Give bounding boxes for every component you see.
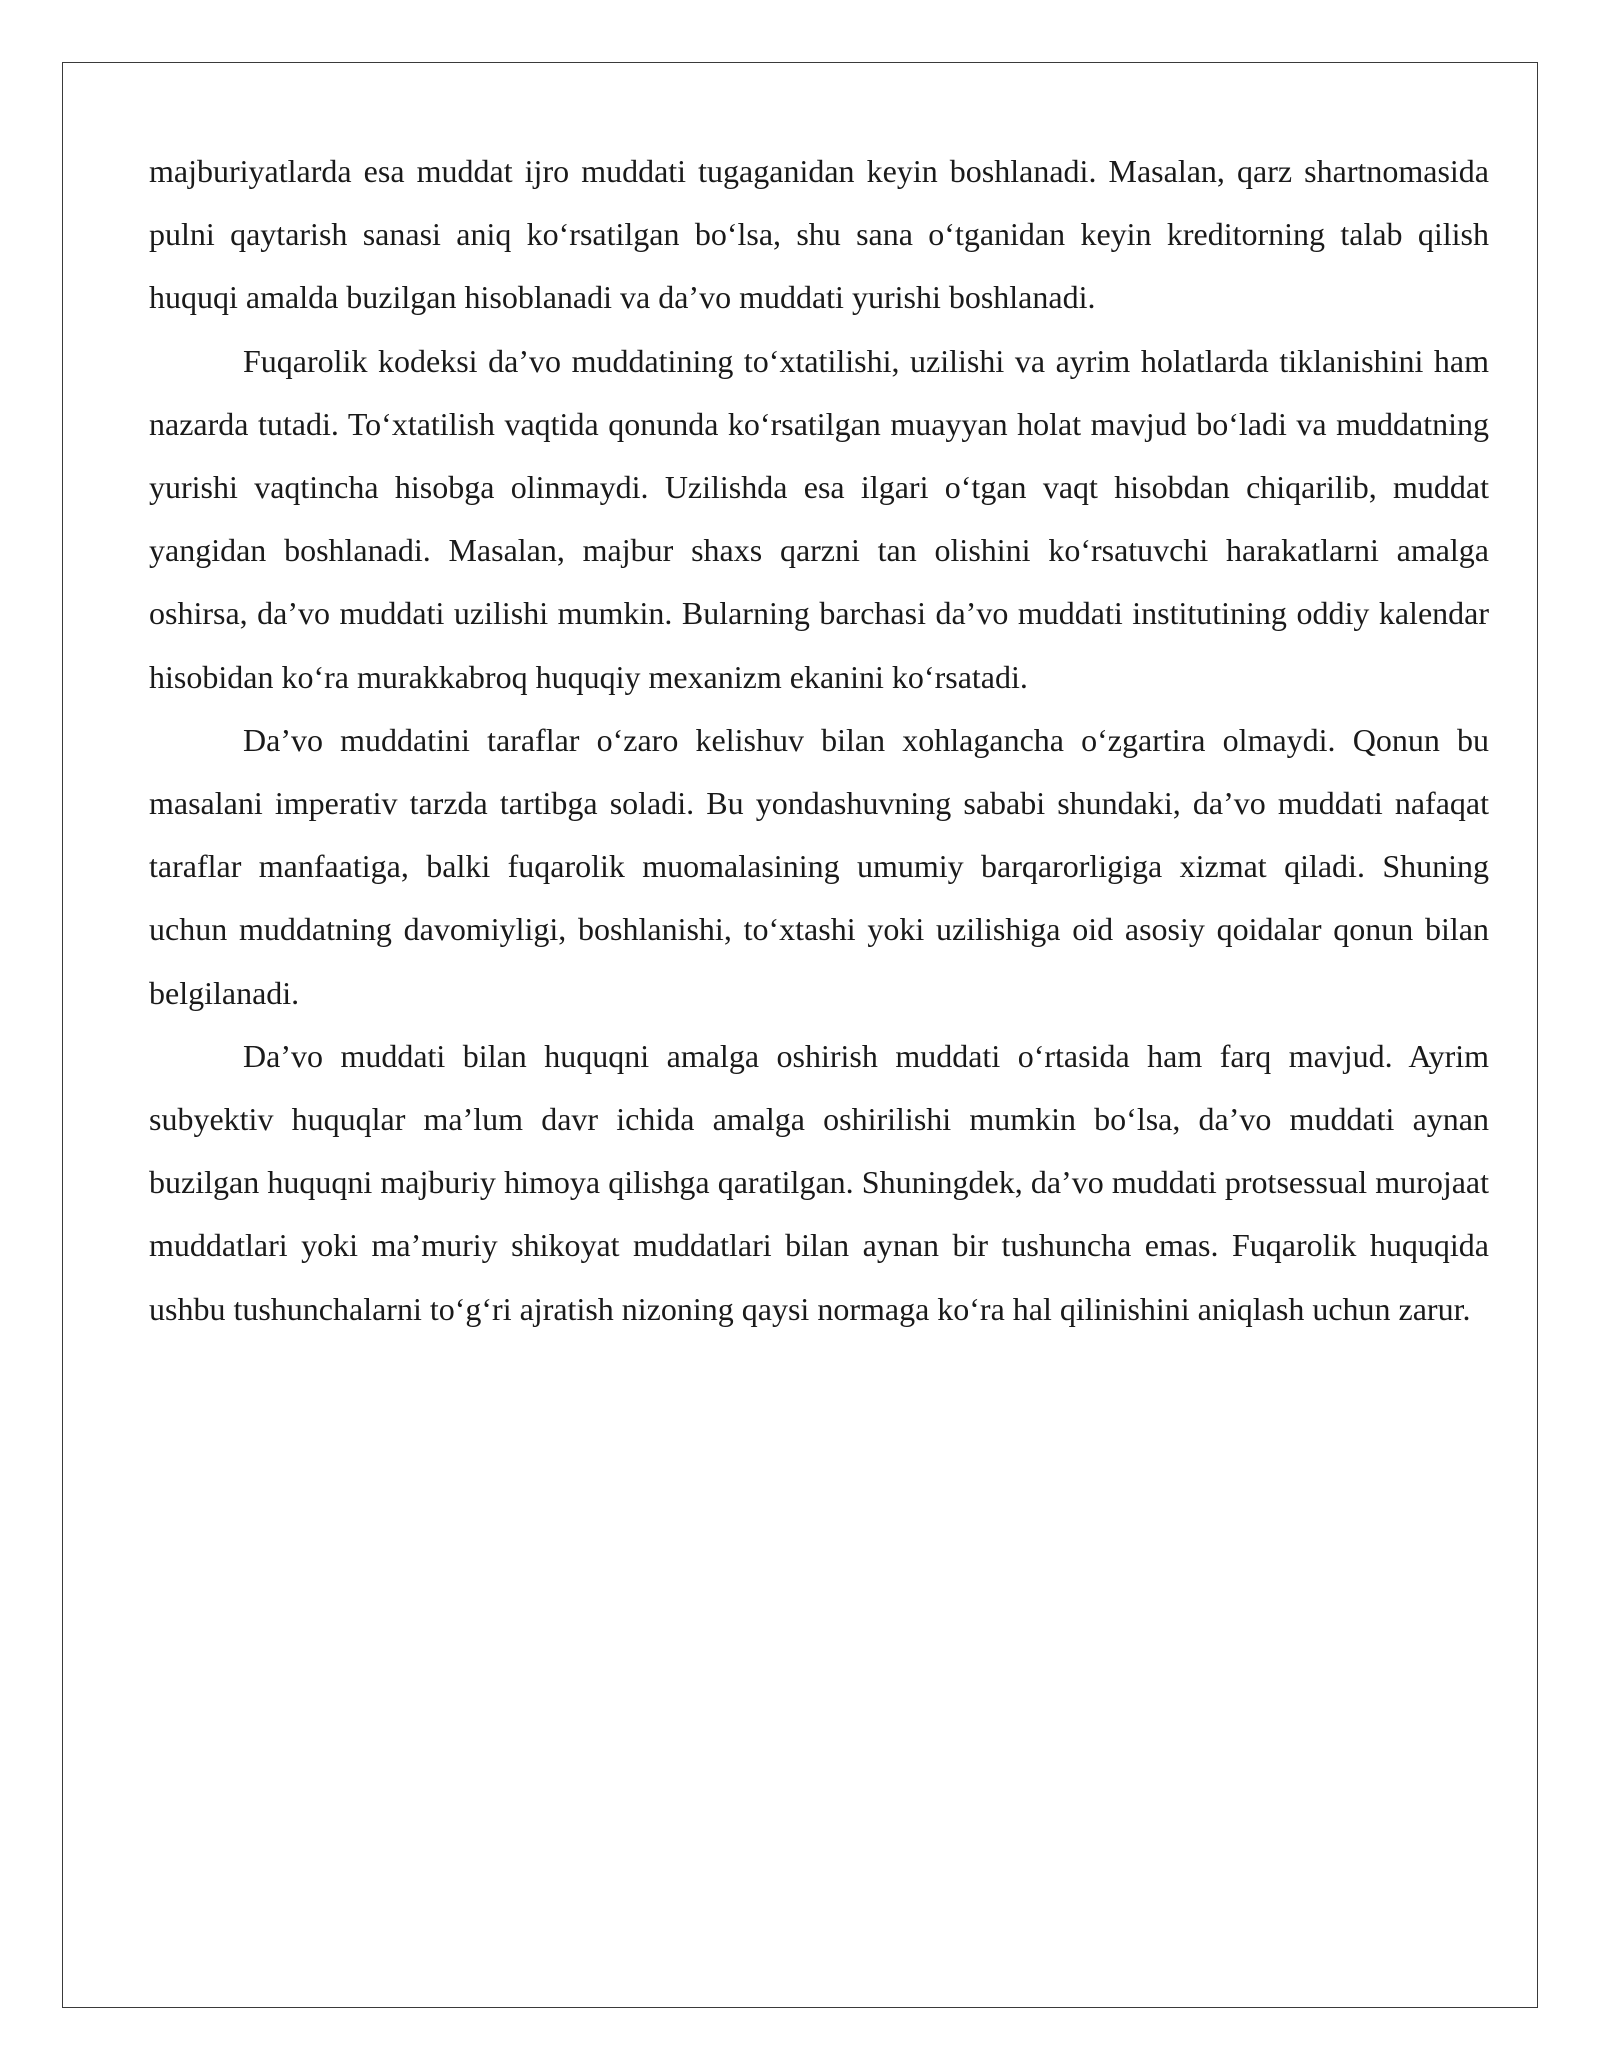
paragraph-3: Da’vo muddatini taraflar o‘zaro kelishuv bilan xohlagancha o‘zgartira olmaydi. Qonun bu masalani imperativ tarzda tartibga soladi. Bu yondashuvning sababi shundaki, da’vo muddati nafaqat taraflar manfaatiga, balki fuqarolik muomalasining umumiy barqarorligiga xizmat qiladi. Shuning uchun muddatning davomiyligi, boshlanishi, to‘xtashi yoki uzilishiga oid asosiy qoidalar qonun bilan belgilanadi. <box>149 721 1489 1011</box>
paragraph-1: majburiyatlarda esa muddat ijro muddati tugaganidan keyin boshlanadi. Masalan, qarz shartnomasida pulni qaytarish sanasi aniq ko‘rsatilgan bo‘lsa, shu sana o‘tganidan keyin kreditorning talab qilish huquqi amalda buzilgan hisoblanadi va da’vo muddati yurishi boshlanadi. <box>149 153 1489 316</box>
document-body <box>149 140 1489 1341</box>
paragraph-4: Da’vo muddati bilan huquqni amalga oshirish muddati o‘rtasida ham farq mavjud. Ayrim subyektiv huquqlar ma’lum davr ichida amalga oshirilishi mumkin bo‘lsa, da’vo muddati aynan buzilgan huquqni majburiy himoya qilishga qaratilgan. Shuningdek, da’vo muddati protsessual murojaat muddatlari yoki ma’muriy shikoyat muddatlari bilan aynan bir tushuncha emas. Fuqarolik huquqida ushbu tushunchalarni to‘g‘ri ajratish nizoning qaysi normaga ko‘ra hal qilinishini aniqlash uchun zarur. <box>149 1037 1489 1327</box>
paragraph-2: Fuqarolik kodeksi da’vo muddatining to‘xtatilishi, uzilishi va ayrim holatlarda tiklanishini ham nazarda tutadi. To‘xtatilish vaqtida qonunda ko‘rsatilgan muayyan holat mavjud bo‘ladi va muddatning yurishi vaqtincha hisobga olinmaydi. Uzilishda esa ilgari o‘tgan vaqt hisobdan chiqarilib, muddat yangidan boshlanadi. Masalan, majbur shaxs qarzni tan olishini ko‘rsatuvchi harakatlarni amalga oshirsa, da’vo muddati uzilishi mumkin. Bularning barchasi da’vo muddati institutining oddiy kalendar hisobidan ko‘ra murakkabroq huquqiy mexanizm ekanini ko‘rsatadi. <box>149 342 1489 695</box>
